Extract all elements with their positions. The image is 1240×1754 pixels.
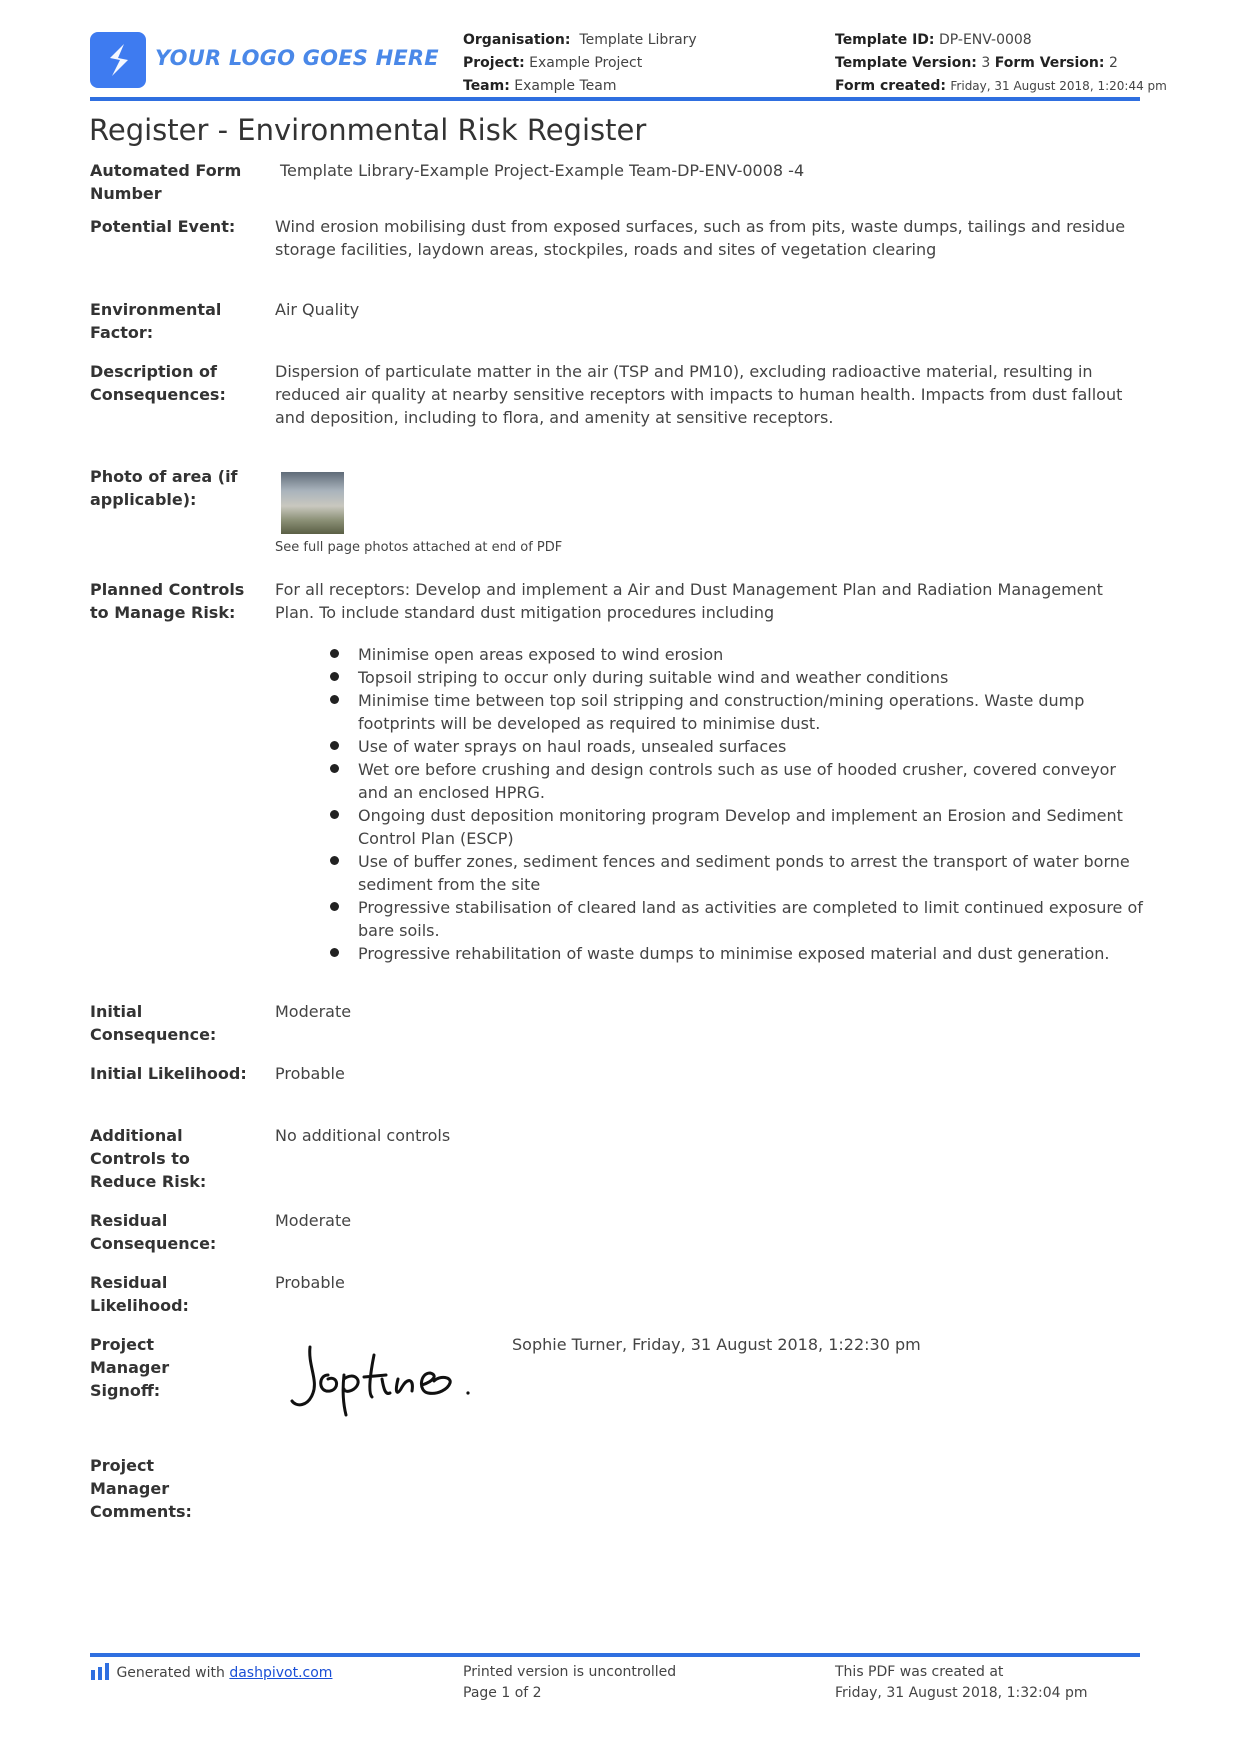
- residual-likelihood-value: Probable: [275, 1273, 345, 1292]
- footer-right: [835, 1662, 1088, 1704]
- form-created-line: Form created: Friday, 31 August 2018, 1:20:44 pm: [835, 78, 1167, 94]
- potential-event-label: Potential Event:: [90, 217, 236, 236]
- additional-controls-label: Additional Controls to Reduce Risk:: [90, 1126, 207, 1191]
- header-meta-right: [835, 29, 1167, 98]
- initial-consequence-value: Moderate: [275, 1002, 352, 1021]
- project-line: Project: Example Project: [463, 55, 643, 71]
- initial-likelihood-label: Initial Likelihood:: [90, 1064, 247, 1083]
- project-manager-signoff-value: Sophie Turner, Friday, 31 August 2018, 1:22:30 pm: [512, 1335, 921, 1354]
- logo-mark: [90, 32, 146, 88]
- signature-image: [288, 1335, 478, 1425]
- planned-controls-intro: For all receptors: Develop and implement a Air and Dust Management Plan and Radiation Management Plan. To include standard dust mitigation procedures including: [275, 580, 1103, 622]
- logo-s-icon: [90, 32, 146, 88]
- logo-text: YOUR LOGO GOES HERE: [155, 46, 439, 70]
- page-title: Register - Environmental Risk Register: [89, 113, 647, 147]
- initial-consequence-label: Initial Consequence:: [90, 1002, 217, 1044]
- list-item: Progressive stabilisation of cleared land as activities are completed to limit continued exposure of bare soils.: [320, 896, 1150, 942]
- project-manager-signoff-label: Project Manager Signoff:: [90, 1335, 170, 1400]
- footer-divider: [90, 1653, 1140, 1657]
- additional-controls-value: No additional controls: [275, 1126, 451, 1145]
- list-item: Minimise time between top soil stripping and construction/mining operations. Waste dump footprints will be developed as required to minimise dust.: [320, 689, 1150, 735]
- page-number: Page 1 of 2: [463, 1685, 542, 1701]
- list-item: Progressive rehabilitation of waste dumps to minimise exposed material and dust generation.: [320, 942, 1150, 965]
- area-photo-thumbnail[interactable]: [281, 472, 344, 534]
- header-divider: [90, 97, 1140, 101]
- footer-center: [463, 1662, 676, 1704]
- planned-controls-list: [320, 643, 1150, 965]
- team-line: Team: Example Team: [463, 78, 617, 94]
- uncontrolled-note: Printed version is uncontrolled: [463, 1664, 677, 1680]
- residual-consequence-value: Moderate: [275, 1211, 352, 1230]
- footer-generated: Generated with dashpivot.com: [90, 1662, 332, 1684]
- description-of-consequences-value: Dispersion of particulate matter in the air (TSP and PM10), excluding radioactive material, resulting in reduced air quality at nearby sensitive receptors with impacts to human health. Impacts from dust fallout and deposition, including to flora, and amenity at sensitive receptors.: [275, 362, 1123, 427]
- list-item: Use of buffer zones, sediment fences and sediment ponds to arrest the transport of water borne sediment from the site: [320, 850, 1150, 896]
- list-item: Ongoing dust deposition monitoring program Develop and implement an Erosion and Sediment Control Plan (ESCP): [320, 804, 1150, 850]
- organisation-line: Organisation: Template Library: [463, 32, 697, 48]
- dashpivot-link[interactable]: dashpivot.com: [229, 1665, 333, 1681]
- residual-consequence-label: Residual Consequence:: [90, 1211, 217, 1253]
- potential-event-value: Wind erosion mobilising dust from exposed surfaces, such as from pits, waste dumps, tailings and residue storage facilities, laydown areas, stockpiles, roads and sites of vegetation clearing: [275, 217, 1126, 259]
- project-manager-comments-label: Project Manager Comments:: [90, 1456, 192, 1521]
- automated-form-number-value: Template Library-Example Project-Example Team-DP-ENV-0008 -4: [280, 161, 805, 180]
- automated-form-number-label: Automated Form Number: [90, 161, 242, 203]
- template-version-line: Template Version: 3 Form Version: 2: [835, 55, 1118, 71]
- pdf-created-label: This PDF was created at: [835, 1664, 1004, 1680]
- list-item: Minimise open areas exposed to wind erosion: [320, 643, 1150, 666]
- environmental-factor-label: Environmental Factor:: [90, 300, 222, 342]
- pdf-created-value: Friday, 31 August 2018, 1:32:04 pm: [835, 1685, 1088, 1701]
- list-item: Use of water sprays on haul roads, unsealed surfaces: [320, 735, 1150, 758]
- header-meta-left: [463, 29, 697, 98]
- photo-of-area-label: Photo of area (if applicable):: [90, 467, 238, 509]
- description-of-consequences-label: Description of Consequences:: [90, 362, 226, 404]
- photo-note: See full page photos attached at end of PDF: [275, 540, 563, 555]
- dashpivot-bars-icon: [90, 1662, 112, 1680]
- planned-controls-label: Planned Controls to Manage Risk:: [90, 580, 245, 622]
- environmental-factor-value: Air Quality: [275, 300, 360, 319]
- residual-likelihood-label: Residual Likelihood:: [90, 1273, 189, 1315]
- template-id-line: Template ID: DP-ENV-0008: [835, 32, 1032, 48]
- initial-likelihood-value: Probable: [275, 1064, 345, 1083]
- list-item: Wet ore before crushing and design controls such as use of hooded crusher, covered conveyor and an enclosed HPRG.: [320, 758, 1150, 804]
- list-item: Topsoil striping to occur only during suitable wind and weather conditions: [320, 666, 1150, 689]
